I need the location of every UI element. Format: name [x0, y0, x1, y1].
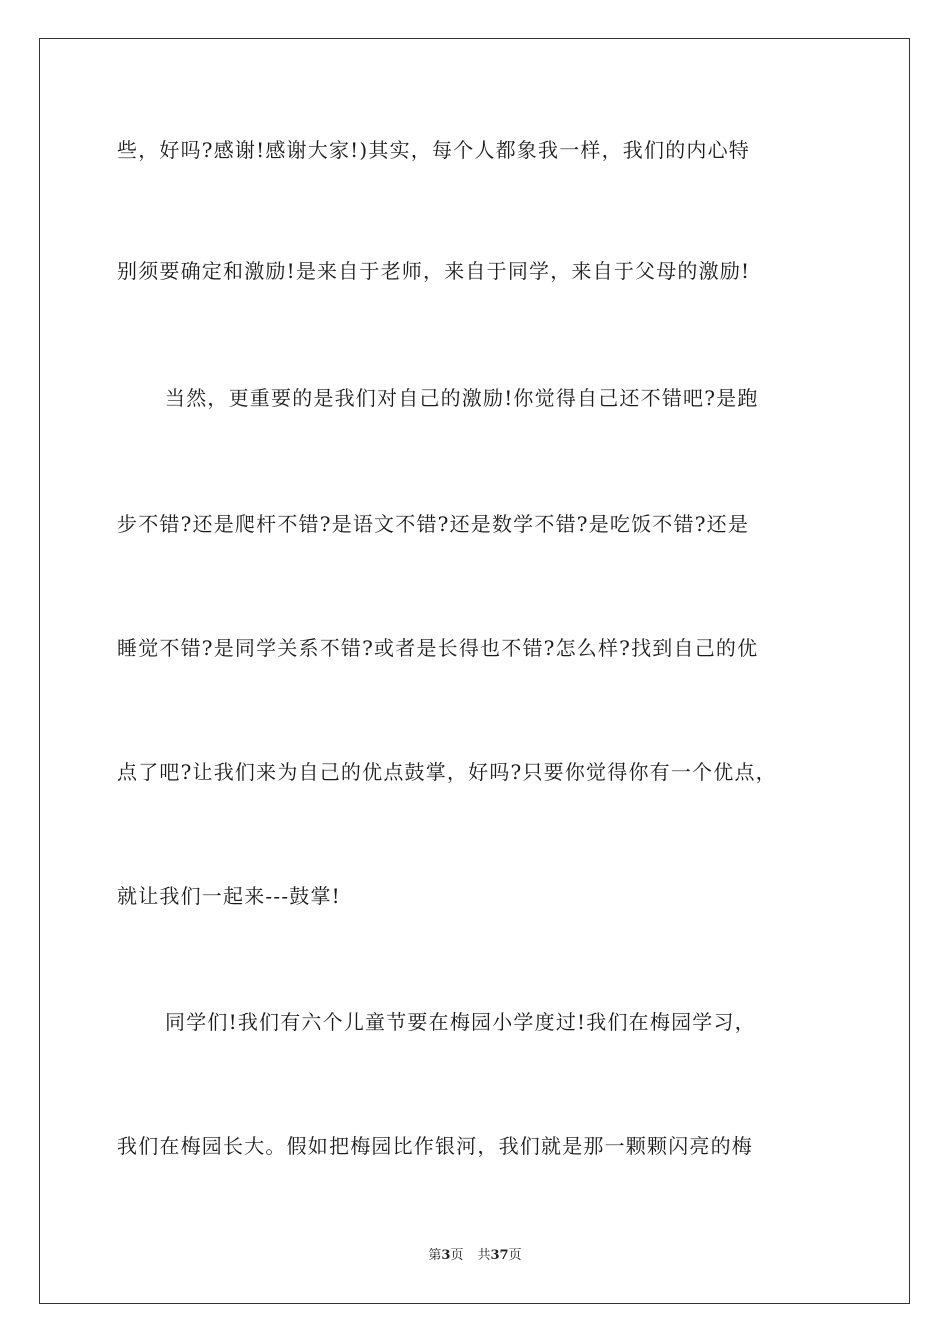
footer-page-number: 3 — [441, 1248, 451, 1263]
text-line-6: 点了吧?让我们来为自己的优点鼓掌，好吗?只要你觉得你有一个优点， — [117, 760, 777, 784]
text-line-4: 步不错?还是爬杆不错?是语文不错?还是数学不错?是吃饭不错?还是 — [117, 512, 750, 536]
text-line-3: 当然，更重要的是我们对自己的激励!你觉得自己还不错吧?是跑 — [165, 386, 759, 410]
text-line-9: 我们在梅园长大。假如把梅园比作银河，我们就是那一颗颗闪亮的梅 — [117, 1134, 753, 1158]
text-line-2: 别须要确定和激励!是来自于老师，来自于同学，来自于父母的激励! — [117, 259, 751, 283]
text-line-8: 同学们!我们有六个儿童节要在梅园小学度过!我们在梅园学习， — [165, 1010, 756, 1034]
text-line-5: 睡觉不错?是同学关系不错?或者是长得也不错?怎么样?找到自己的优 — [117, 636, 759, 660]
footer-total-suffix: 页 — [508, 1248, 522, 1263]
text-line-1: 些，好吗?感谢!感谢大家!)其实，每个人都象我一样，我们的内心特 — [117, 138, 750, 162]
page-footer — [0, 1248, 950, 1264]
text-line-7: 就让我们一起来---鼓掌! — [117, 884, 341, 908]
footer-page-prefix: 第 — [428, 1248, 442, 1263]
page-border — [39, 38, 910, 1304]
footer-total-prefix: 共 — [477, 1248, 491, 1263]
footer-total-pages: 37 — [490, 1248, 509, 1263]
footer-page-suffix: 页 — [450, 1248, 464, 1263]
